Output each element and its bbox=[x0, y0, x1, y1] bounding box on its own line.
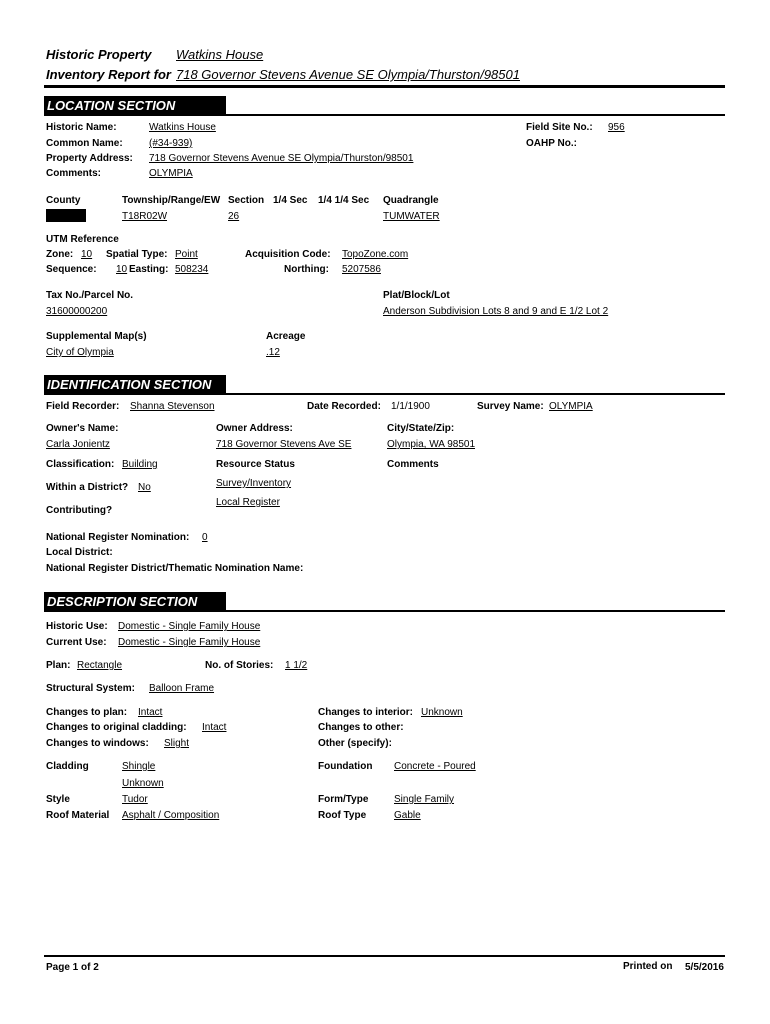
header-label-2: Inventory Report for bbox=[46, 67, 171, 82]
stories-label: No. of Stories: bbox=[205, 660, 274, 671]
field-site-value: 956 bbox=[608, 122, 625, 133]
identification-section-header: IDENTIFICATION SECTION bbox=[44, 375, 226, 394]
plan-label: Plan: bbox=[46, 660, 71, 671]
date-recorded-label: Date Recorded: bbox=[307, 401, 381, 412]
owner-address-value: 718 Governor Stevens Ave SE bbox=[216, 439, 352, 450]
form-type-value: Single Family bbox=[394, 794, 455, 805]
sequence-label: Sequence: bbox=[46, 264, 97, 275]
survey-name-value: OLYMPIA bbox=[549, 401, 593, 412]
spatial-type-value: Point bbox=[175, 249, 198, 260]
easting-value: 508234 bbox=[175, 264, 209, 275]
zone-value: 10 bbox=[81, 249, 93, 260]
acquisition-code-value: TopoZone.com bbox=[342, 249, 409, 260]
plan-value: Rectangle bbox=[77, 660, 123, 671]
northing-label: Northing: bbox=[284, 264, 329, 275]
resource-status-survey: Survey/Inventory bbox=[216, 478, 292, 489]
header-label-1: Historic Property bbox=[46, 47, 152, 62]
county-label: County bbox=[46, 195, 81, 206]
historic-name-value: Watkins House bbox=[149, 122, 216, 133]
county-redacted bbox=[46, 209, 86, 222]
spatial-type-label: Spatial Type: bbox=[106, 249, 168, 260]
foundation-value: Concrete - Poured bbox=[394, 761, 476, 772]
roof-type-label: Roof Type bbox=[318, 810, 367, 821]
changes-plan-label: Changes to plan: bbox=[46, 707, 128, 718]
owner-name-value: Carla Jonientz bbox=[46, 439, 110, 450]
changes-cladding-value: Intact bbox=[202, 722, 227, 733]
current-use-label: Current Use: bbox=[46, 637, 107, 648]
plat-block-lot-value: Anderson Subdivision Lots 8 and 9 and E 1/2 Lot 2 bbox=[383, 306, 609, 317]
stories-value: 1 1/2 bbox=[285, 660, 308, 671]
field-recorder-value: Shanna Stevenson bbox=[130, 401, 215, 412]
changes-interior-value: Unknown bbox=[421, 707, 463, 718]
within-district-value: No bbox=[138, 482, 151, 493]
property-address-label: Property Address: bbox=[46, 153, 133, 164]
cladding-label: Cladding bbox=[46, 761, 89, 772]
easting-label: Easting: bbox=[129, 264, 169, 275]
id-comments-label: Comments bbox=[387, 459, 439, 470]
roof-material-value: Asphalt / Composition bbox=[122, 810, 220, 821]
changes-plan-value: Intact bbox=[138, 707, 163, 718]
common-name-label: Common Name: bbox=[46, 138, 123, 149]
local-district-label: Local District: bbox=[46, 547, 113, 558]
resource-status-label: Resource Status bbox=[216, 459, 295, 470]
plat-block-lot-label: Plat/Block/Lot bbox=[383, 290, 450, 301]
field-recorder-label: Field Recorder: bbox=[46, 401, 120, 412]
supplemental-map-label: Supplemental Map(s) bbox=[46, 331, 147, 342]
nr-nomination-label: National Register Nomination: bbox=[46, 532, 190, 543]
form-type-label: Form/Type bbox=[318, 794, 369, 805]
changes-other-label: Changes to other: bbox=[318, 722, 404, 733]
city-state-zip-value: Olympia, WA 98501 bbox=[387, 439, 476, 450]
header-rule bbox=[44, 85, 725, 88]
comments-value: OLYMPIA bbox=[149, 168, 193, 179]
location-section-header: LOCATION SECTION bbox=[44, 96, 226, 115]
northing-value: 5207586 bbox=[342, 264, 381, 275]
printed-date: 5/5/2016 bbox=[685, 962, 724, 973]
property-title: Watkins House bbox=[176, 47, 264, 62]
classification-value: Building bbox=[122, 459, 158, 470]
classification-label: Classification: bbox=[46, 459, 115, 470]
style-value: Tudor bbox=[122, 794, 148, 805]
structural-system-label: Structural System: bbox=[46, 683, 135, 694]
contributing-label: Contributing? bbox=[46, 505, 113, 516]
structural-system-value: Balloon Frame bbox=[149, 683, 215, 694]
quadrangle-value: TUMWATER bbox=[383, 211, 440, 222]
printed-on-label: Printed on bbox=[623, 961, 673, 972]
other-specify-label: Other (specify): bbox=[318, 738, 392, 749]
quadrangle-label: Quadrangle bbox=[383, 195, 439, 206]
acreage-label: Acreage bbox=[266, 331, 306, 342]
acreage-value: .12 bbox=[266, 347, 280, 358]
historic-use-label: Historic Use: bbox=[46, 621, 108, 632]
changes-windows-label: Changes to windows: bbox=[46, 738, 149, 749]
section-label: Section bbox=[228, 195, 265, 206]
trs-value: T18R02W bbox=[122, 211, 168, 222]
property-full-address: 718 Governor Stevens Avenue SE Olympia/Thurston/98501 bbox=[176, 67, 520, 82]
utm-reference-label: UTM Reference bbox=[46, 234, 119, 245]
property-address-value: 718 Governor Stevens Avenue SE Olympia/Thurston/98501 bbox=[149, 153, 414, 164]
current-use-value: Domestic - Single Family House bbox=[118, 637, 261, 648]
resource-status-local-register: Local Register bbox=[216, 497, 280, 508]
changes-interior-label: Changes to interior: bbox=[318, 707, 414, 718]
historic-name-label: Historic Name: bbox=[46, 122, 117, 133]
field-site-label: Field Site No.: bbox=[526, 122, 593, 133]
city-state-zip-label: City/State/Zip: bbox=[387, 423, 455, 434]
cladding-value-2: Unknown bbox=[122, 778, 164, 789]
survey-name-label: Survey Name: bbox=[477, 401, 544, 412]
owner-address-label: Owner Address: bbox=[216, 423, 293, 434]
oahp-label: OAHP No.: bbox=[526, 138, 577, 149]
tax-parcel-label: Tax No./Parcel No. bbox=[46, 290, 134, 301]
footer-rule bbox=[44, 955, 725, 957]
changes-windows-value: Slight bbox=[164, 738, 190, 749]
acquisition-code-label: Acquisition Code: bbox=[245, 249, 331, 260]
nr-district-label: National Register District/Thematic Nomination Name: bbox=[46, 563, 304, 574]
nr-nomination-value: 0 bbox=[202, 532, 208, 543]
cladding-value-1: Shingle bbox=[122, 761, 156, 772]
owner-name-label: Owner's Name: bbox=[46, 423, 119, 434]
within-district-label: Within a District? bbox=[46, 482, 129, 493]
common-name-value: (#34-939) bbox=[149, 138, 193, 149]
quarter-quarter-section-label: 1/4 1/4 Sec bbox=[318, 195, 370, 206]
description-section-header: DESCRIPTION SECTION bbox=[44, 592, 226, 611]
style-label: Style bbox=[46, 794, 70, 805]
tax-parcel-value: 31600000200 bbox=[46, 306, 108, 317]
sequence-value: 10 bbox=[116, 264, 128, 275]
section-value: 26 bbox=[228, 211, 240, 222]
quarter-section-label: 1/4 Sec bbox=[273, 195, 308, 206]
roof-type-value: Gable bbox=[394, 810, 421, 821]
trs-label: Township/Range/EW bbox=[122, 195, 221, 206]
supplemental-map-value: City of Olympia bbox=[46, 347, 114, 358]
roof-material-label: Roof Material bbox=[46, 810, 110, 821]
historic-use-value: Domestic - Single Family House bbox=[118, 621, 261, 632]
foundation-label: Foundation bbox=[318, 761, 373, 772]
date-recorded-value: 1/1/1900 bbox=[391, 401, 430, 412]
comments-label: Comments: bbox=[46, 168, 102, 179]
changes-cladding-label: Changes to original cladding: bbox=[46, 722, 187, 733]
zone-label: Zone: bbox=[46, 249, 74, 260]
page-number: Page 1 of 2 bbox=[46, 962, 99, 973]
